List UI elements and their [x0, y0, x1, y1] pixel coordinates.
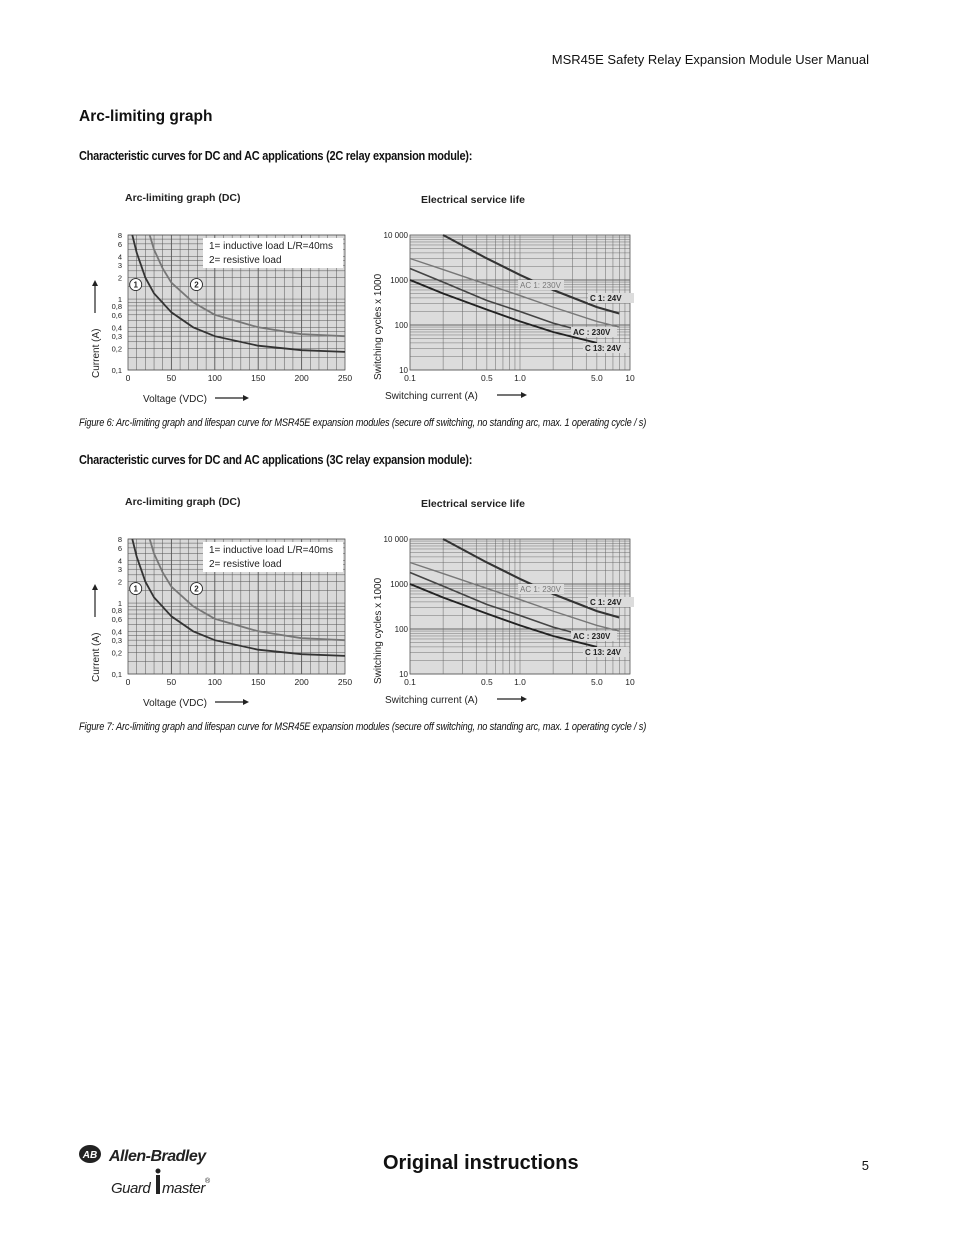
- dc-y-label: Current (A): [91, 328, 102, 378]
- dc-y-label: Current (A): [91, 632, 102, 682]
- life-series-label: AC : 230V: [573, 632, 611, 641]
- life-y-tick: 10 000: [383, 231, 408, 240]
- life-series-label: C 13: 24V: [585, 344, 622, 353]
- dc-y-arrowhead: [92, 280, 98, 286]
- dc-y-tick: 1: [117, 295, 122, 305]
- figure-7-caption: Figure 7: Arc-limiting graph and lifespan curve for MSR45E expansion modules (secure off switching, no standing arc, max. 1 operating cycle / s): [79, 721, 647, 733]
- life-x-tick: 5.0: [590, 677, 603, 687]
- svg-text:®: ®: [205, 1178, 211, 1185]
- life-series-label: AC : 230V: [573, 328, 611, 337]
- dc-marker-label: 2: [194, 584, 199, 594]
- life-x-tick: 0.1: [404, 373, 416, 383]
- dc-legend-entry: 1= inductive load L/R=40ms: [209, 241, 333, 252]
- page-number: 5: [861, 1158, 869, 1173]
- dc-y-tick: 0,1: [111, 670, 122, 679]
- dc-y-tick: 0,6: [111, 614, 122, 624]
- allen-bradley-guardmaster-logo: [79, 1142, 219, 1198]
- dc-y-tick: 6: [117, 239, 122, 249]
- life-series-label: C 1: 24V: [590, 294, 622, 303]
- dc-y-tick: 1: [117, 599, 122, 609]
- life-y-tick: 10: [399, 366, 408, 375]
- dc-y-tick: 0,4: [111, 323, 122, 333]
- dc-y-tick: 3: [117, 261, 122, 271]
- dc-x-tick: 100: [207, 677, 222, 687]
- life-x-label: Switching current (A): [385, 695, 478, 706]
- life-x-label: Switching current (A): [385, 391, 478, 402]
- dc-x-arrowhead: [243, 395, 249, 401]
- figure-7-charts: [85, 492, 645, 712]
- dc-x-tick: 100: [207, 373, 222, 383]
- dc-marker-label: 1: [133, 280, 138, 290]
- dc-x-tick: 50: [166, 677, 177, 687]
- life-y-tick: 1000: [390, 276, 408, 285]
- svg-text:master: master: [162, 1180, 205, 1197]
- life-y-label: Switching cycles x 1000: [373, 273, 384, 380]
- dc-legend-entry: 2= resistive load: [209, 255, 282, 266]
- dc-y-arrowhead: [92, 584, 98, 590]
- life-y-tick: 1000: [390, 580, 408, 589]
- section-title: Arc-limiting graph: [79, 108, 213, 125]
- dc-chart-title: Arc-limiting graph (DC): [125, 192, 241, 204]
- figure-7-subtitle: Characteristic curves for DC and AC applications (3C relay expansion module):: [79, 453, 473, 467]
- svg-text:Allen-Bradley: Allen-Bradley: [109, 1148, 206, 1165]
- figure-6-charts: [85, 188, 645, 408]
- dc-x-tick: 200: [294, 373, 309, 383]
- dc-y-tick: 2: [117, 273, 122, 283]
- life-x-tick: 10: [625, 373, 635, 383]
- dc-y-tick: 2: [117, 577, 122, 587]
- dc-y-tick: 8: [117, 231, 122, 240]
- dc-chart-title: Arc-limiting graph (DC): [125, 496, 241, 508]
- life-x-tick: 5.0: [590, 373, 603, 383]
- dc-y-tick: 0,2: [111, 344, 122, 354]
- figure-6: [85, 188, 645, 408]
- figure-7: [85, 492, 645, 712]
- life-x-arrowhead: [521, 392, 527, 398]
- figure-6-caption: Figure 6: Arc-limiting graph and lifespan curve for MSR45E expansion modules (secure off switching, no standing arc, max. 1 operating cycle / s): [79, 417, 647, 429]
- dc-x-tick: 50: [166, 373, 177, 383]
- dc-x-arrowhead: [243, 699, 249, 705]
- life-y-tick: 10: [399, 670, 408, 679]
- life-x-tick: 0.5: [480, 677, 493, 687]
- life-x-arrowhead: [521, 696, 527, 702]
- life-series-label: C 1: 24V: [590, 598, 622, 607]
- life-chart-title: Electrical service life: [421, 194, 525, 206]
- dc-marker-label: 2: [194, 280, 199, 290]
- dc-y-tick: 0,8: [111, 605, 122, 615]
- svg-text:Guard: Guard: [111, 1180, 151, 1197]
- dc-y-tick: 0,6: [111, 310, 122, 320]
- dc-y-tick: 0,2: [111, 648, 122, 658]
- dc-marker-label: 1: [133, 584, 138, 594]
- dc-y-tick: 0,8: [111, 301, 122, 311]
- life-x-tick: 1.0: [514, 677, 526, 687]
- life-x-tick: 1.0: [514, 373, 526, 383]
- svg-text:AB: AB: [82, 1150, 98, 1161]
- dc-y-tick: 0,3: [111, 636, 122, 646]
- manual-title: MSR45E Safety Relay Expansion Module User Manual: [551, 52, 869, 67]
- dc-x-tick: 0: [125, 677, 131, 687]
- life-x-tick: 10: [625, 677, 635, 687]
- dc-y-tick: 4: [117, 556, 122, 566]
- dc-x-tick: 250: [337, 677, 353, 687]
- life-series-label: AC 1: 230V: [520, 585, 561, 594]
- dc-legend-entry: 1= inductive load L/R=40ms: [209, 545, 333, 556]
- life-y-tick: 100: [394, 321, 408, 330]
- figure-6-subtitle: Characteristic curves for DC and AC applications (2C relay expansion module):: [79, 149, 473, 163]
- life-chart-title: Electrical service life: [421, 498, 525, 510]
- life-y-label: Switching cycles x 1000: [373, 577, 384, 684]
- life-x-tick: 0.5: [480, 373, 493, 383]
- logo-graphic: [79, 1142, 219, 1198]
- dc-x-label: Voltage (VDC): [143, 394, 207, 405]
- life-series-label: C 13: 24V: [585, 648, 622, 657]
- life-series-label: AC 1: 230V: [520, 281, 561, 290]
- dc-x-label: Voltage (VDC): [143, 698, 207, 709]
- life-x-tick: 0.1: [404, 677, 416, 687]
- dc-x-tick: 0: [125, 373, 131, 383]
- dc-legend-entry: 2= resistive load: [209, 559, 282, 570]
- dc-y-tick: 0,3: [111, 332, 122, 342]
- dc-y-tick: 6: [117, 543, 122, 553]
- dc-x-tick: 200: [294, 677, 309, 687]
- dc-x-tick: 250: [337, 373, 353, 383]
- dc-x-tick: 150: [251, 677, 266, 687]
- dc-y-tick: 4: [117, 252, 122, 262]
- dc-x-tick: 150: [251, 373, 266, 383]
- life-y-tick: 100: [394, 625, 408, 634]
- dc-y-tick: 0,1: [111, 366, 122, 375]
- dc-y-tick: 0,4: [111, 627, 122, 637]
- dc-y-tick: 3: [117, 565, 122, 575]
- life-y-tick: 10 000: [383, 535, 408, 544]
- dc-y-tick: 8: [117, 535, 122, 544]
- footer-title: Original instructions: [383, 1152, 579, 1174]
